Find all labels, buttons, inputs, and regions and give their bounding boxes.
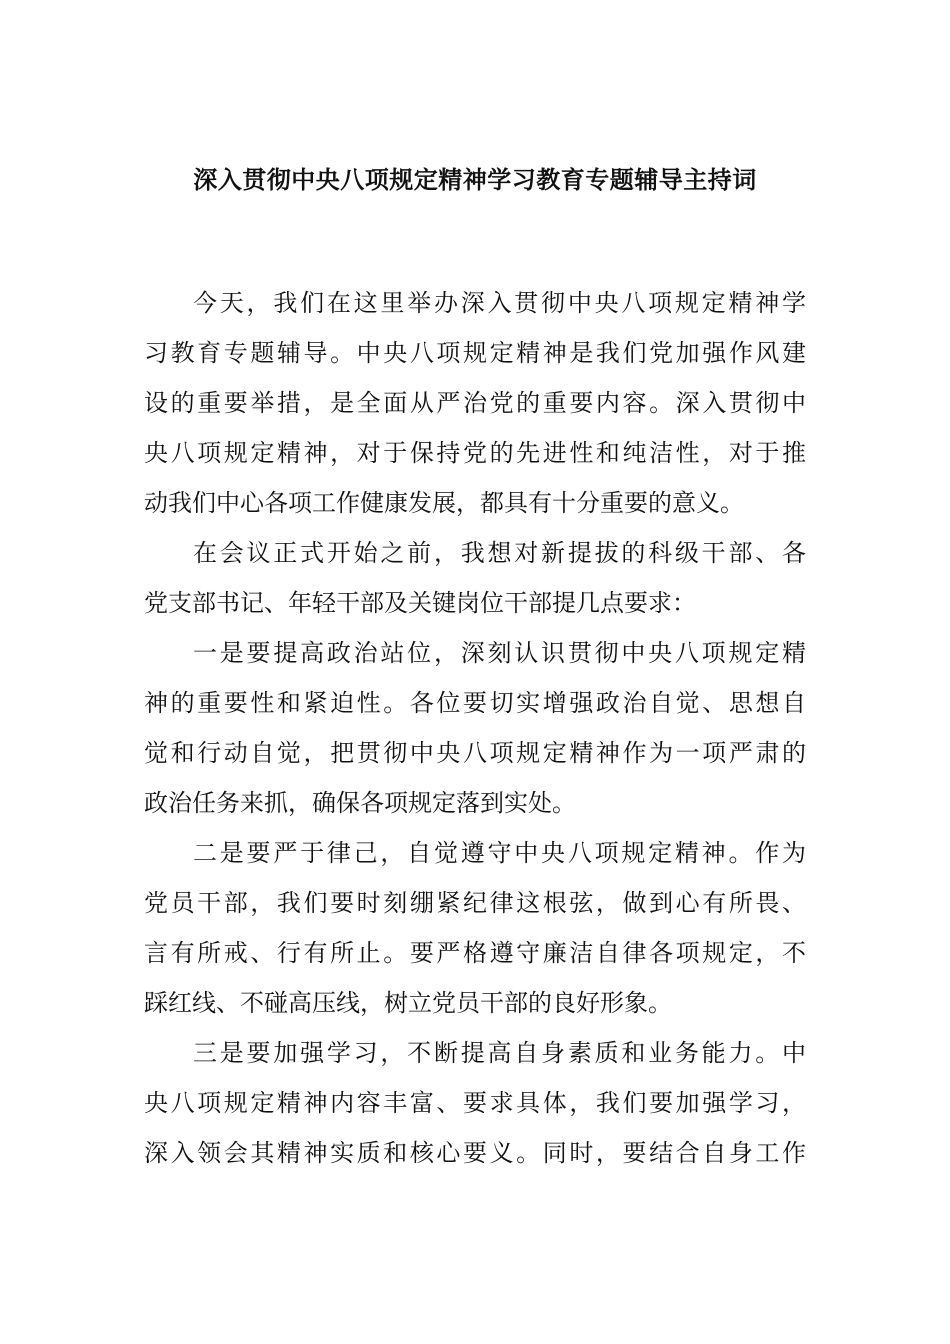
text-line: 言有所戒、行有所止。要严格遵守廉洁自律各项规定，不 xyxy=(144,939,806,967)
text-line: 政治任务来抓，确保各项规定落到实处。 xyxy=(144,789,576,817)
text-line: 央八项规定精神内容丰富、要求具体，我们要加强学习， xyxy=(144,1089,806,1117)
text-line: 在会议正式开始之前，我想对新提拔的科级干部、各 xyxy=(193,539,806,567)
paragraph-4 xyxy=(144,828,806,1028)
document-body xyxy=(144,278,806,1178)
text-line: 党支部书记、年轻干部及关键岗位干部提几点要求： xyxy=(144,589,696,617)
text-line: 三是要加强学习，不断提高自身素质和业务能力。中 xyxy=(193,1039,806,1067)
text-line: 党员干部，我们要时刻绷紧纪律这根弦，做到心有所畏、 xyxy=(144,889,806,917)
paragraph-3 xyxy=(144,628,806,828)
text-line: 动我们中心各项工作健康发展，都具有十分重要的意义。 xyxy=(144,489,744,517)
paragraph-5 xyxy=(144,1028,806,1178)
paragraph-2 xyxy=(144,528,806,628)
text-line: 踩红线、不碰高压线，树立党员干部的良好形象。 xyxy=(144,989,672,1017)
document-title: 深入贯彻中央八项规定精神学习教育专题辅导主持词 xyxy=(193,166,757,194)
text-line: 习教育专题辅导。中央八项规定精神是我们党加强作风建 xyxy=(144,339,806,367)
text-line: 设的重要举措，是全面从严治党的重要内容。深入贯彻中 xyxy=(144,389,806,417)
paragraph-1 xyxy=(144,278,806,528)
text-line: 觉和行动自觉，把贯彻中央八项规定精神作为一项严肃的 xyxy=(144,739,806,767)
text-line: 神的重要性和紧迫性。各位要切实增强政治自觉、思想自 xyxy=(144,689,806,717)
text-line: 央八项规定精神，对于保持党的先进性和纯洁性，对于推 xyxy=(144,439,806,467)
text-line: 深入领会其精神实质和核心要义。同时，要结合自身工作 xyxy=(144,1139,806,1167)
text-line: 一是要提高政治站位，深刻认识贯彻中央八项规定精 xyxy=(193,639,806,667)
text-line: 二是要严于律己，自觉遵守中央八项规定精神。作为 xyxy=(193,839,806,867)
text-line: 今天，我们在这里举办深入贯彻中央八项规定精神学 xyxy=(193,289,806,317)
